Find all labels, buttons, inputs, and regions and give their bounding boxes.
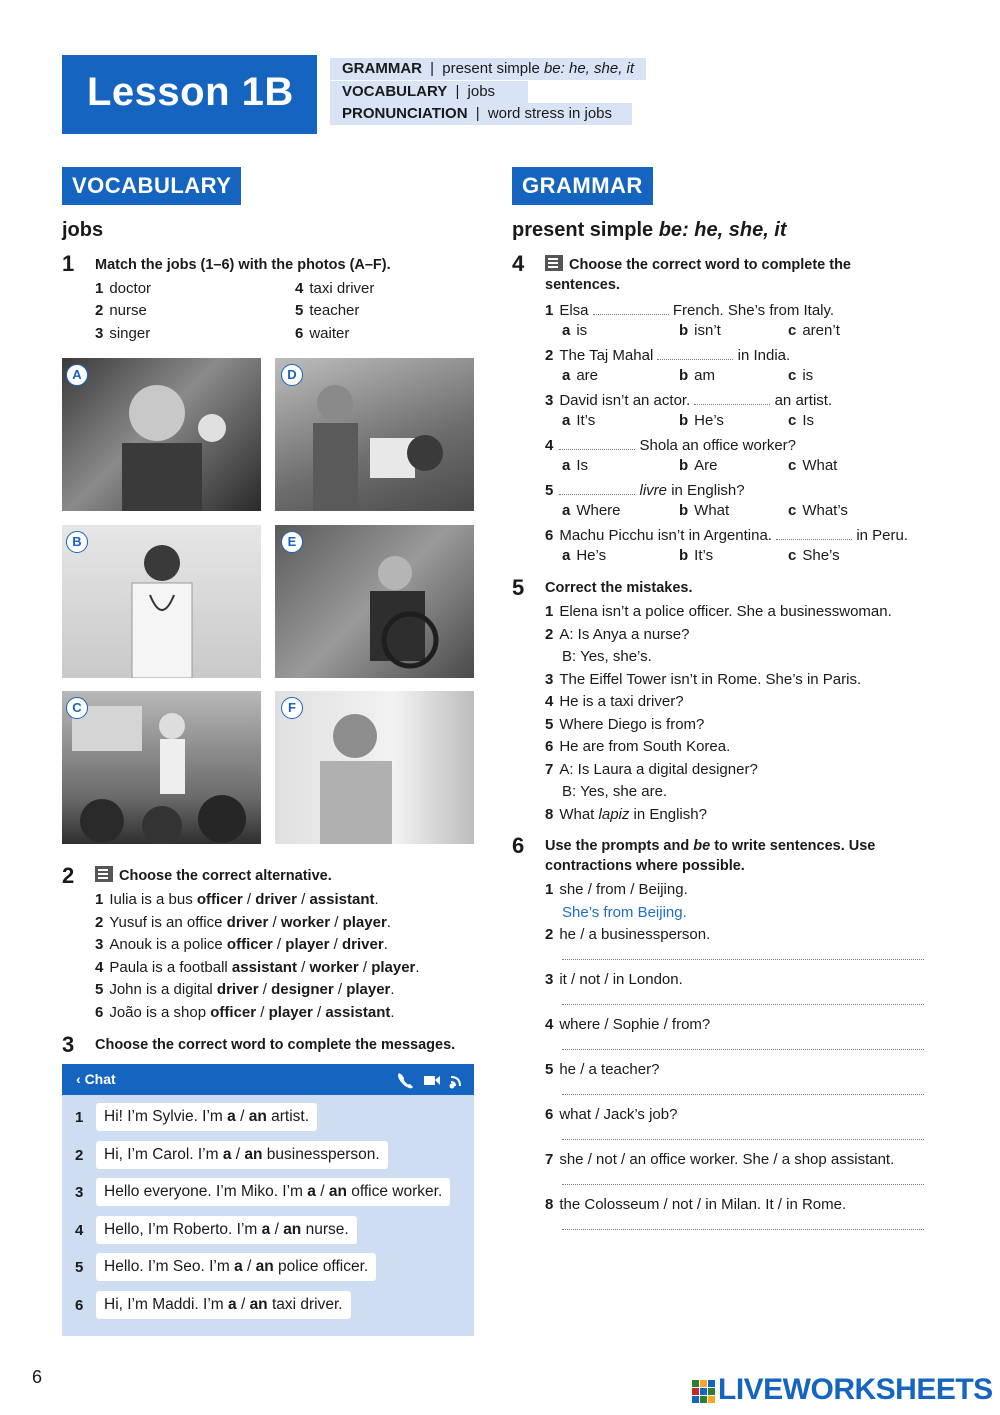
alternative-option[interactable]: player [342,913,387,931]
choice-option[interactable]: c Is [788,412,815,429]
alternative-option[interactable]: assistant [325,1003,391,1021]
alternative-item: 6 João is a shop officer / player / assistant. [95,1003,395,1021]
choice-option[interactable]: a Where [562,502,621,519]
singer-image [62,358,261,511]
mistake-sentence: 5 Where Diego is from? [545,715,705,733]
job-item: 6 waiter [295,325,350,342]
article-option[interactable]: an [255,1258,274,1276]
taxi-driver-image [275,525,474,678]
job-item: 5 teacher [295,302,360,319]
alternative-option[interactable]: player [268,1003,313,1021]
mistake-sentence: 8 What lapiz in English? [545,805,707,823]
choice-option[interactable]: b He’s [679,412,724,429]
article-option[interactable]: a [227,1108,236,1125]
article-option[interactable]: a [261,1220,271,1238]
photo-label: A [66,364,88,386]
answer-blank[interactable] [694,390,770,405]
chat-message-number: 6 [75,1297,84,1314]
worksheet-icon [545,255,563,271]
alternative-option[interactable]: officer [226,936,273,953]
photo-label: F [281,697,303,719]
prompt-item: 5 he / a teacher? [545,1061,660,1078]
answer-line[interactable] [562,1183,924,1185]
back-chevron-icon: ‹ [76,1071,85,1087]
answer-line[interactable] [562,1228,924,1230]
choice-option[interactable]: c aren’t [788,322,840,339]
prompt-item: 8 the Colosseum / not / in Milan. It / in Rome. [545,1196,847,1213]
photo-waiter [275,358,474,511]
grammar-heading: GRAMMAR [512,167,653,205]
alternative-option[interactable]: officer [196,891,243,908]
mistake-sentence: 6 He are from South Korea. [545,738,731,755]
exercise-6-instruction-cont: contractions where possible. [545,858,745,874]
article-option[interactable]: an [248,1108,267,1125]
exercise-4-instruction-cont: sentences. [545,277,620,293]
chat-bubble: Hi! I’m Sylvie. I’m a / an artist. [96,1103,317,1131]
exercise-1-number: 1 [62,251,75,276]
exercise-6-number: 6 [512,833,525,858]
choice-option[interactable]: b It’s [679,547,714,564]
chat-message-number: 3 [75,1184,84,1202]
alternative-option[interactable]: worker [280,913,331,931]
answer-line[interactable] [562,1093,924,1095]
prompt-item: 7 she / not / an office worker. She / a shop assistant. [545,1151,895,1168]
phone-icon[interactable] [398,1073,413,1088]
alternative-option[interactable]: assistant [231,958,297,976]
choice-option[interactable]: a is [562,322,588,339]
mistake-sentence: 3 The Eiffel Tower isn’t in Rome. She’s in Paris. [545,670,862,688]
photo-taxi-driver [275,525,474,678]
choice-option[interactable]: b am [679,367,716,384]
exercise-3-number: 3 [62,1032,75,1057]
exercise-3-instruction: Choose the correct word to complete the messages. [95,1037,456,1053]
exercise-5-number: 5 [512,575,525,600]
photo-nurse [275,691,474,844]
choice-option[interactable]: a He’s [562,547,607,564]
photo-label: D [281,364,303,386]
alternative-option[interactable]: driver [226,913,269,931]
photo-doctor [62,525,261,678]
chat-title[interactable]: ‹ Chat [76,1071,116,1087]
gap-fill-sentence: 5 livre in English? [545,482,745,499]
alternative-option[interactable]: driver [255,891,297,908]
alternative-item: 4 Paula is a football assistant / worker / player. [95,958,420,976]
answer-line[interactable] [562,1003,924,1005]
choice-option[interactable]: a Is [562,457,589,474]
chat-bubble: Hello. I’m Seo. I’m a / an police officer. [96,1253,376,1281]
gap-fill-sentence: 1 Elsa French. She’s from Italy. [545,302,835,319]
alternative-option[interactable]: worker [309,958,359,976]
chat-message-number: 4 [75,1221,84,1239]
article-option[interactable]: a [234,1258,243,1276]
choice-option[interactable]: c is [788,367,814,384]
choice-option[interactable]: a It’s [562,412,596,429]
choice-option[interactable]: b isn’t [679,322,721,339]
liveworksheets-brand: LIVEWORKSHEETS [718,1373,993,1406]
gap-fill-sentence: 3 David isn’t an actor. an artist. [545,392,833,409]
chat-bubble: Hello everyone. I’m Miko. I’m a / an office worker. [96,1178,450,1206]
doctor-image [62,525,261,678]
mistake-sentence: 7 A: Is Laura a digital designer? [545,760,758,778]
exercise-5-instruction: Correct the mistakes. [545,580,693,596]
example-answer: She’s from Beijing. [562,904,687,921]
alternative-option[interactable]: player [371,958,416,976]
answer-line[interactable] [562,1048,924,1050]
chat-message-number: 2 [75,1146,84,1164]
teacher-image [62,691,261,844]
liveworksheets-logo-icon [692,1380,716,1404]
article-option[interactable]: an [283,1220,302,1238]
worksheet-icon [95,866,113,882]
mistake-sentence: 2 A: Is Anya a nurse? [545,625,690,643]
pronunciation-info: PRONUNCIATION | word stress in jobs [330,103,632,125]
chat-actions [396,1071,468,1089]
alternative-item: 1 Iulia is a bus officer / driver / assistant. [95,891,379,908]
job-item: 2 nurse [95,302,147,319]
alternative-option[interactable]: player [346,981,391,998]
chat-bubble: Hi, I’m Carol. I’m a / an businessperson. [96,1141,388,1169]
chat-message-number: 1 [75,1109,84,1126]
chat-message-number: 5 [75,1259,84,1277]
photo-label: B [66,531,88,553]
article-option[interactable]: a [228,1296,237,1313]
answer-line[interactable] [562,958,924,960]
vocabulary-subheading: jobs [62,219,104,241]
answer-blank[interactable] [776,525,852,540]
prompt-item: 6 what / Jack’s job? [545,1106,678,1123]
alternative-item: 3 Anouk is a police officer / player / driver. [95,936,388,953]
prompt-item: 3 it / not / in London. [545,971,683,988]
nurse-image [275,691,474,844]
alternative-option[interactable]: assistant [309,891,375,908]
alternative-option[interactable]: designer [271,981,334,998]
photo-label: E [281,531,303,553]
article-option[interactable]: an [328,1183,347,1201]
grammar-info: GRAMMAR | present simple be: he, she, it [330,58,646,80]
choice-option[interactable]: c What’s [788,502,848,519]
choice-option[interactable]: b Are [679,457,718,474]
exercise-2-instruction: Choose the correct alternative. [95,866,332,886]
exercise-4-number: 4 [512,251,525,276]
alternative-item: 5 John is a digital driver / designer / player. [95,981,395,998]
job-item: 1 doctor [95,280,152,297]
answer-blank[interactable] [559,435,635,450]
gap-fill-sentence: 4 Shola an office worker? [545,437,796,454]
answer-blank[interactable] [593,300,669,315]
video-icon[interactable] [424,1076,435,1085]
alternative-option[interactable]: driver [216,981,259,998]
exercise-2-number: 2 [62,863,75,888]
job-item: 4 taxi driver [295,280,375,297]
waiter-image [275,358,474,511]
article-option[interactable]: a [307,1183,316,1201]
choice-option[interactable]: c What [788,457,838,474]
mistake-sentence: B: Yes, she’s. [562,648,652,665]
alternative-option[interactable]: player [285,936,330,953]
mistake-sentence: 1 Elena isn’t a police officer. She a businesswoman. [545,603,892,620]
answer-line[interactable] [562,1138,924,1140]
prompt-item: 1 she / from / Beijing. [545,881,688,898]
answer-blank[interactable] [657,345,733,360]
mistake-sentence: B: Yes, she are. [562,783,668,800]
choice-option[interactable]: a are [562,367,599,384]
alternative-item: 2 Yusuf is an office driver / worker / player. [95,913,391,931]
exercise-4-instruction: Choose the correct word to complete the [545,255,851,275]
page-number: 6 [32,1367,43,1387]
chat-bubble: Hello, I’m Roberto. I’m a / an nurse. [96,1216,357,1244]
chat-bubble: Hi, I’m Maddi. I’m a / an taxi driver. [96,1291,351,1319]
job-item: 3 singer [95,325,151,342]
prompt-item: 4 where / Sophie / from? [545,1016,711,1033]
gap-fill-sentence: 2 The Taj Mahal in India. [545,347,791,364]
photo-singer [62,358,261,511]
alternative-option[interactable]: driver [342,936,384,953]
alternative-option[interactable]: officer [210,1003,257,1021]
signal-icon [451,1077,461,1088]
article-option[interactable]: an [244,1145,263,1163]
gap-fill-sentence: 6 Machu Picchu isn’t in Argentina. in Peru. [545,527,909,544]
choice-option[interactable]: b What [679,502,730,519]
article-option[interactable]: an [249,1296,268,1313]
prompt-item: 2 he / a businessperson. [545,926,711,943]
mistake-sentence: 4 He is a taxi driver? [545,693,684,710]
vocabulary-info: VOCABULARY | jobs [330,81,528,103]
exercise-6-instruction: Use the prompts and be to write sentences. Use [545,838,876,854]
grammar-subheading: present simple be: he, she, it [512,219,787,241]
article-option[interactable]: a [222,1145,232,1163]
vocabulary-heading: VOCABULARY [62,167,241,205]
photo-label: C [66,697,88,719]
exercise-1-instruction: Match the jobs (1–6) with the photos (A–F). [95,257,391,273]
choice-option[interactable]: c She’s [788,547,840,564]
answer-blank[interactable] [559,480,635,495]
photo-teacher [62,691,261,844]
lesson-title: Lesson 1B [87,70,294,114]
